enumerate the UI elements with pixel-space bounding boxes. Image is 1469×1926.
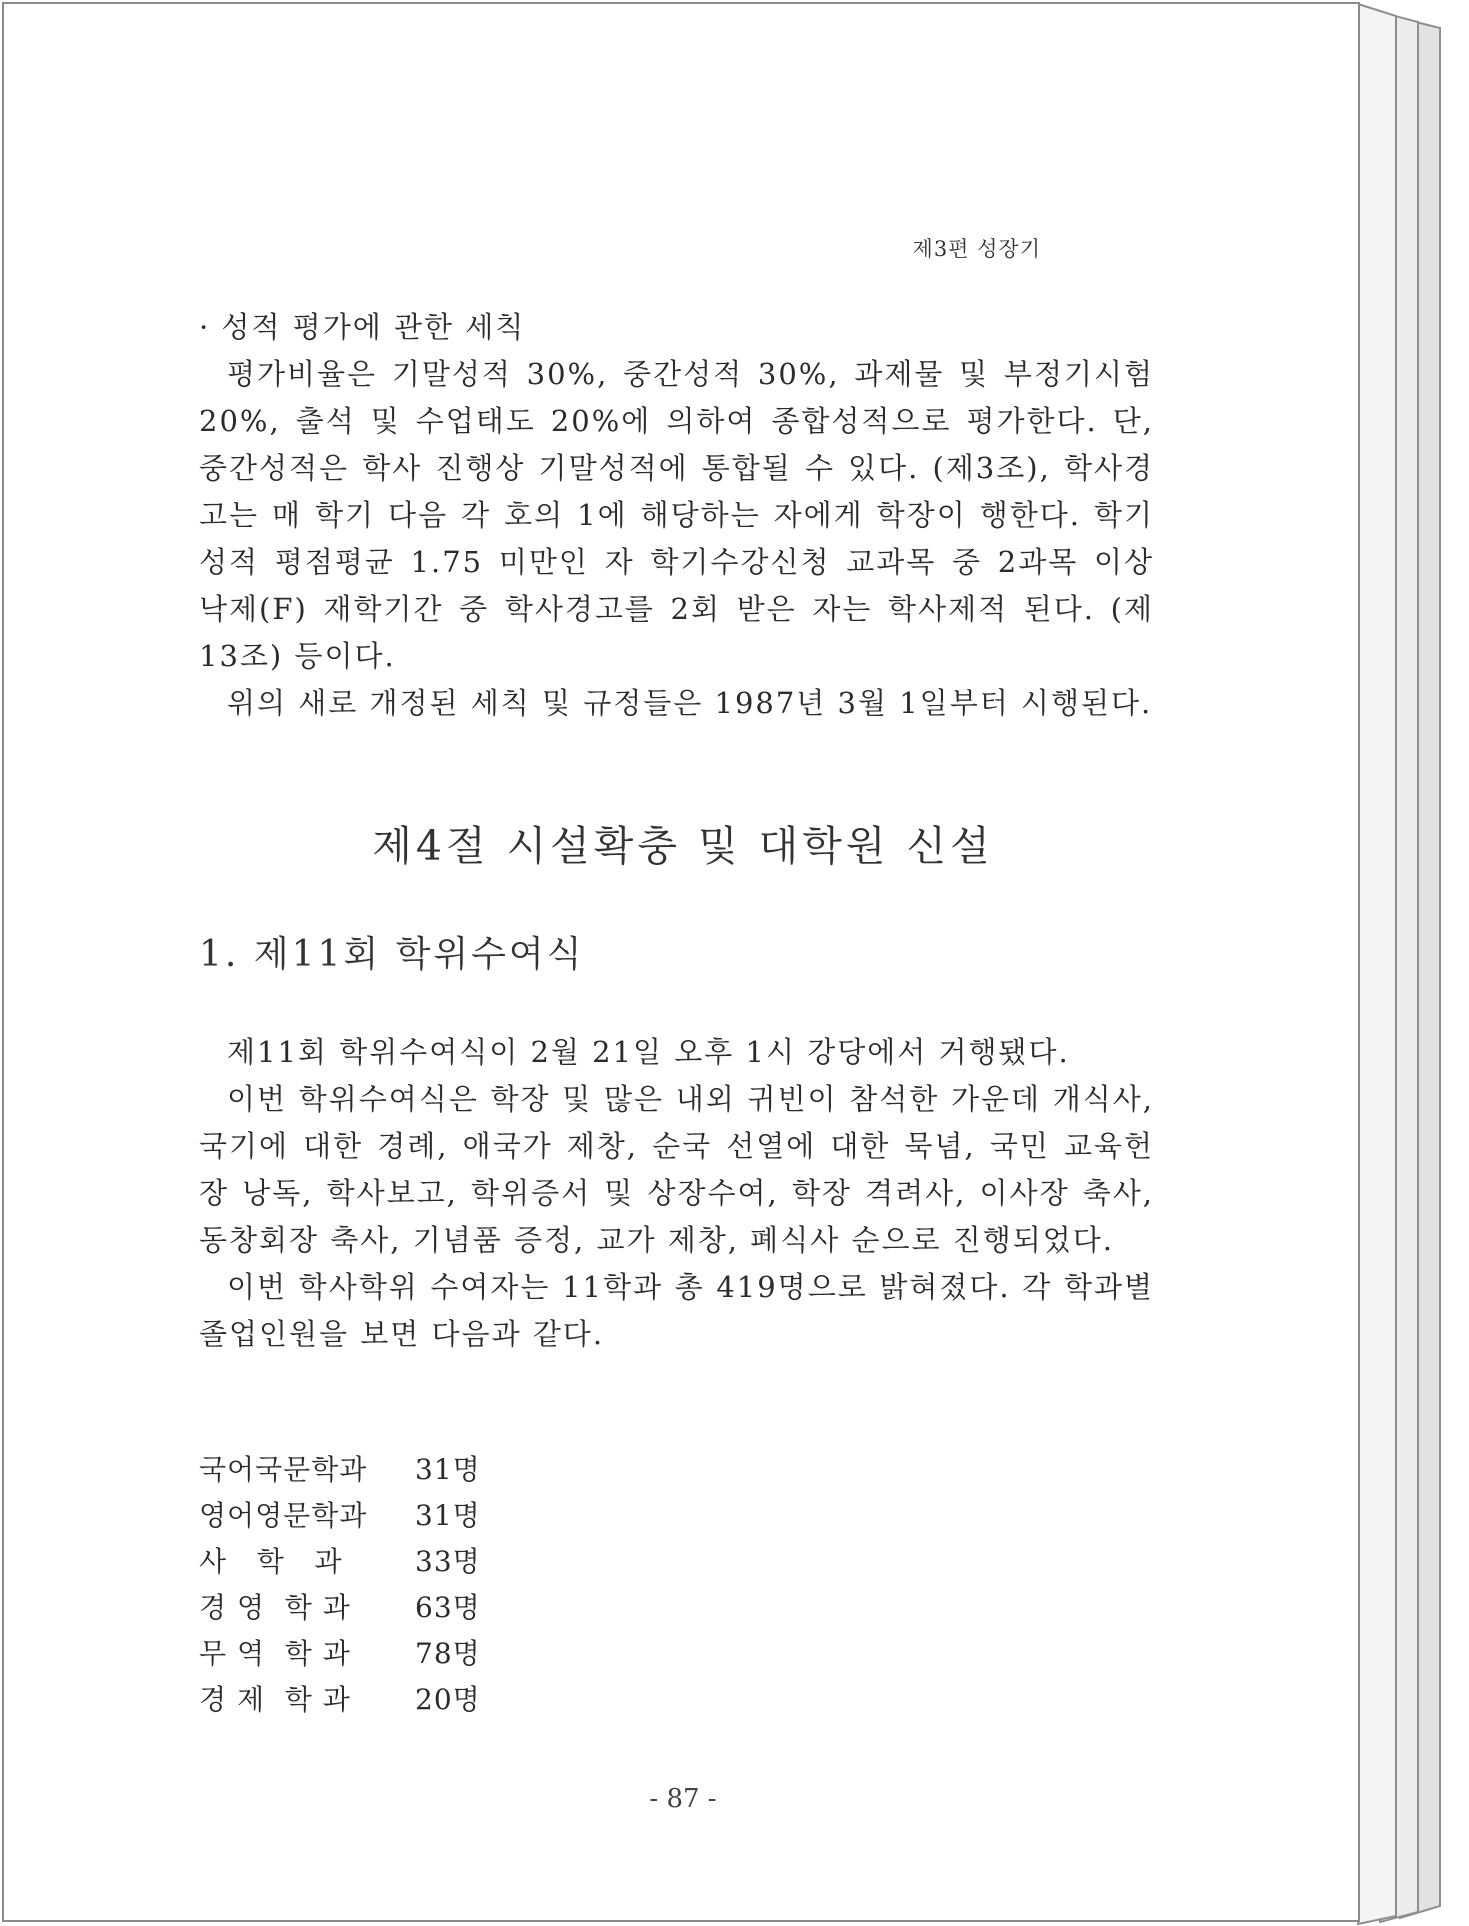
ceremony-block — [199, 1029, 1154, 1358]
page-number: - 87 - — [649, 1784, 717, 1814]
graduate-count: 33명 — [415, 1545, 481, 1578]
department-row — [199, 1493, 481, 1539]
body-paragraph: 이번 학위수여식은 학장 및 많은 내외 귀빈이 참석한 가운데 개식사, 국기에 대한 경례, 애국가 제창, 순국 선열에 대한 묵념, 국민 교육헌장 낭독, 학사보고, 학위증서 및 상장수여, 학장 격려사, 이사장 축사, 동창회장 축사, 기념품 증정, 교가 제창, 폐식사 순으로 진행되었다. — [199, 1082, 1154, 1257]
department-row — [199, 1585, 481, 1631]
graduate-count: 20명 — [415, 1683, 481, 1716]
department-row — [199, 1677, 481, 1723]
rules-block — [199, 304, 1154, 727]
rules-heading: · 성적 평가에 관한 세칙 — [199, 310, 526, 344]
department-name: 경 영 학 과 — [199, 1591, 351, 1624]
rules-paragraph: 위의 새로 개정된 세칙 및 규정들은 1987년 3월 1일부터 시행된다. — [227, 686, 1153, 720]
graduate-count: 78명 — [415, 1637, 481, 1670]
department-row — [199, 1539, 481, 1585]
running-head: 제3편 성장기 — [912, 237, 1041, 261]
section-title: 제4절 시설확충 및 대학원 신설 — [372, 822, 994, 870]
department-name: 무 역 학 과 — [199, 1637, 351, 1670]
graduate-count: 31명 — [415, 1499, 481, 1532]
department-name: 경 제 학 과 — [199, 1683, 351, 1716]
department-list — [199, 1447, 481, 1723]
department-row — [199, 1447, 481, 1493]
department-name: 국어국문학과 — [199, 1453, 368, 1486]
body-paragraph: 이번 학사학위 수여자는 11학과 총 419명으로 밝혀졌다. 각 학과별 졸업인원을 보면 다음과 같다. — [199, 1270, 1154, 1351]
department-name: 사 학 과 — [199, 1545, 343, 1578]
graduate-count: 63명 — [415, 1591, 481, 1624]
department-row — [199, 1631, 481, 1677]
body-paragraph: 제11회 학위수여식이 2월 21일 오후 1시 강당에서 거행됐다. — [227, 1035, 1070, 1069]
subsection-title: 1. 제11회 학위수여식 — [199, 934, 585, 975]
graduate-count: 31명 — [415, 1453, 481, 1486]
rules-paragraph: 평가비율은 기말성적 30%, 중간성적 30%, 과제물 및 부정기시험 20%, 출석 및 수업태도 20%에 의하여 종합성적으로 평가한다. 단, 중간성적은 학사 진행상 기말성적에 통합될 수 있다. (제3조), 학사경고는 매 학기 다음 각 호의 1에 해당하는 자에게 학장이 행한다. 학기성적 평점평균 1.75 미만인 자 학기수강신청 교과목 중 2과목 이상 낙제(F) 재학기간 중 학사경고를 2회 받은 자는 학사제적 된다. (제13조) 등이다. — [199, 357, 1154, 673]
department-name: 영어영문학과 — [199, 1499, 368, 1532]
book-page — [2, 2, 1360, 1922]
